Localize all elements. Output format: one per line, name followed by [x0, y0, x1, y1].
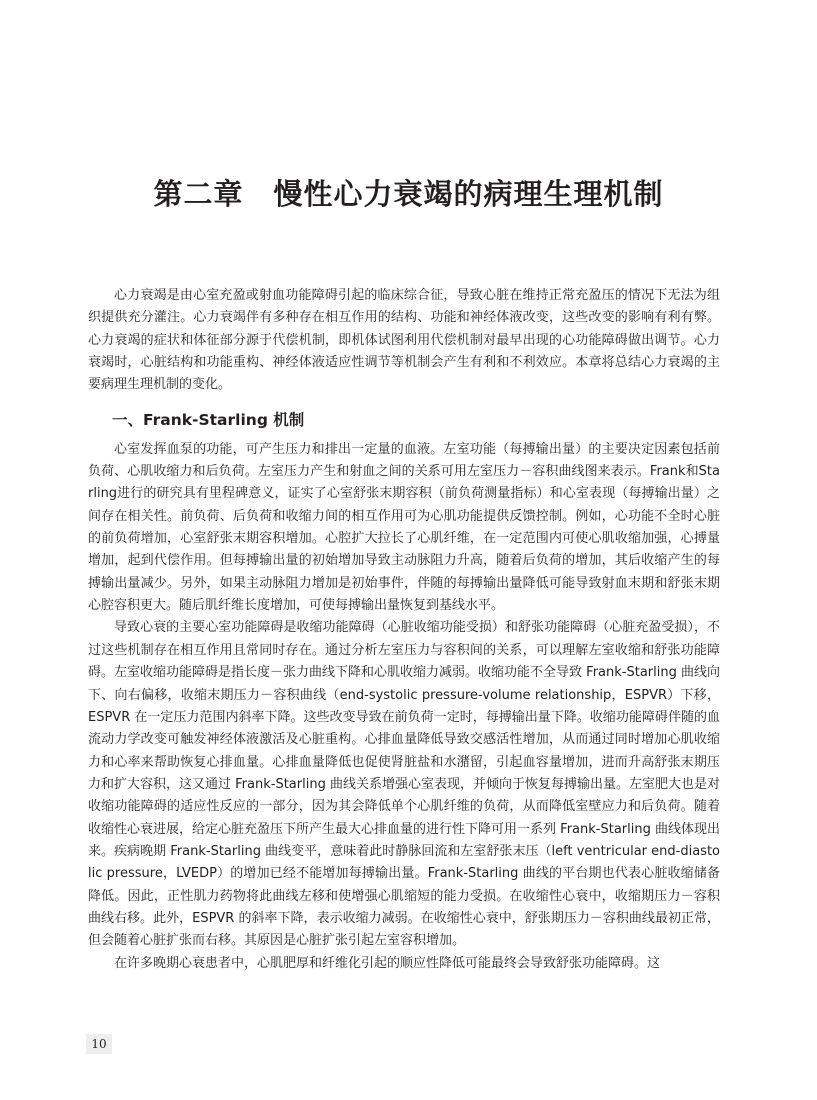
- page-number: 10: [86, 1034, 112, 1054]
- chapter-title: 第二章 慢性心力衰竭的病理生理机制: [153, 177, 664, 211]
- section-paragraph-3: 在许多晚期心衰患者中，心肌肥厚和纤维化引起的顺应性降低可能最终会导致舒张功能障碍。这: [114, 955, 661, 971]
- body-text: [88, 285, 720, 975]
- section-paragraph-2: 导致心衰的主要心室功能障碍是收缩功能障碍（心脏收缩功能受损）和舒张功能障碍（心脏充盈受损），不过这些机制存在相互作用且常同时存在。通过分析左室压力与容积间的关系，可以理解左室收缩和舒张功能障碍。左室收缩功能障碍是指长度－张力曲线下降和心肌收缩力减弱。收缩功能不全导致 Frank-Starling 曲线向下、向右偏移，收缩末期压力－容积曲线（end-systolic pressure-volume relationship，ESPVR）下移，ESPVR 在一定压力范围内斜率下降。这些改变导致在前负荷一定时，每搏输出量下降。收缩功能障碍伴随的血流动力学改变可触发神经体液激活及心脏重构。心排血量降低导致交感活性增加，从而通过同时增加心肌收缩力和心率来帮助恢复心排血量。心排血量降低也促使肾脏盐和水潴留，引起血容量增加，进而升高舒张末期压力和扩大容积，这又通过 Frank-Starling 曲线关系增强心室表现，并倾向于恢复每搏输出量。左室肥大也是对收缩功能障碍的适应性反应的一部分，因为其会降低单个心肌纤维的负荷，从而降低室壁应力和后负荷。随着收缩性心衰进展，给定心脏充盈压下所产生最大心排血量的进行性下降可用一系列 Frank-Starling 曲线体现出来。疾病晚期 Frank-Starling 曲线变平，意味着此时静脉回流和左室舒张末压（left ventricular end-diastolic pressure，LVEDP）的增加已经不能增加每搏输出量。Frank-Starling 曲线的平台期也代表心脏收缩储备降低。因此，正性肌力药物将此曲线左移和使增强心肌缩短的能力受损。在收缩性心衰中，收缩期压力－容积曲线右移。此外，ESPVR 的斜率下降，表示收缩力减弱。在收缩性心衰中，舒张期压力－容积曲线最初正常，但会随着心脏扩张而右移。其原因是心脏扩张引起左室容积增加。: [88, 620, 720, 949]
- section-heading: 一、Frank-Starling 机制: [112, 410, 305, 429]
- intro-paragraph: 心力衰竭是由心室充盈或射血功能障碍引起的临床综合征，导致心脏在维持正常充盈压的情况下无法为组织提供充分灌注。心力衰竭伴有多种存在相互作用的结构、功能和神经体液改变，这些改变的影响有利有弊。心力衰竭的症状和体征部分源于代偿机制，即机体试图利用代偿机制对最早出现的心功能障碍做出调节。心力衰竭时，心脏结构和功能重构、神经体液适应性调节等机制会产生有利和不利效应。本章将总结心力衰竭的主要病理生理机制的变化。: [88, 288, 720, 393]
- section-paragraph-1: 心室发挥血泵的功能，可产生压力和排出一定量的血液。左室功能（每搏输出量）的主要决定因素包括前负荷、心肌收缩力和后负荷。左室压力产生和射血之间的关系可用左室压力－容积曲线图来表示。Frank和Starling进行的研究具有里程碑意义，证实了心室舒张末期容积（前负荷测量指标）和心室表现（每搏输出量）之间存在相关性。前负荷、后负荷和收缩力间的相互作用可为心肌功能提供反馈控制。例如，心功能不全时心脏的前负荷增加，心室舒张末期容积增加。心腔扩大拉长了心肌纤维，在一定范围内可使心肌收缩加强，心搏量增加，起到代偿作用。但每搏输出量的初始增加导致主动脉阻力升高，随着后负荷的增加，其后收缩产生的每搏输出量减少。另外，如果主动脉阻力增加是初始事件，伴随的每搏输出量降低可能导致射血末期和舒张末期心腔容积更大。随后肌纤维长度增加，可使每搏输出量恢复到基线水平。: [88, 441, 720, 614]
